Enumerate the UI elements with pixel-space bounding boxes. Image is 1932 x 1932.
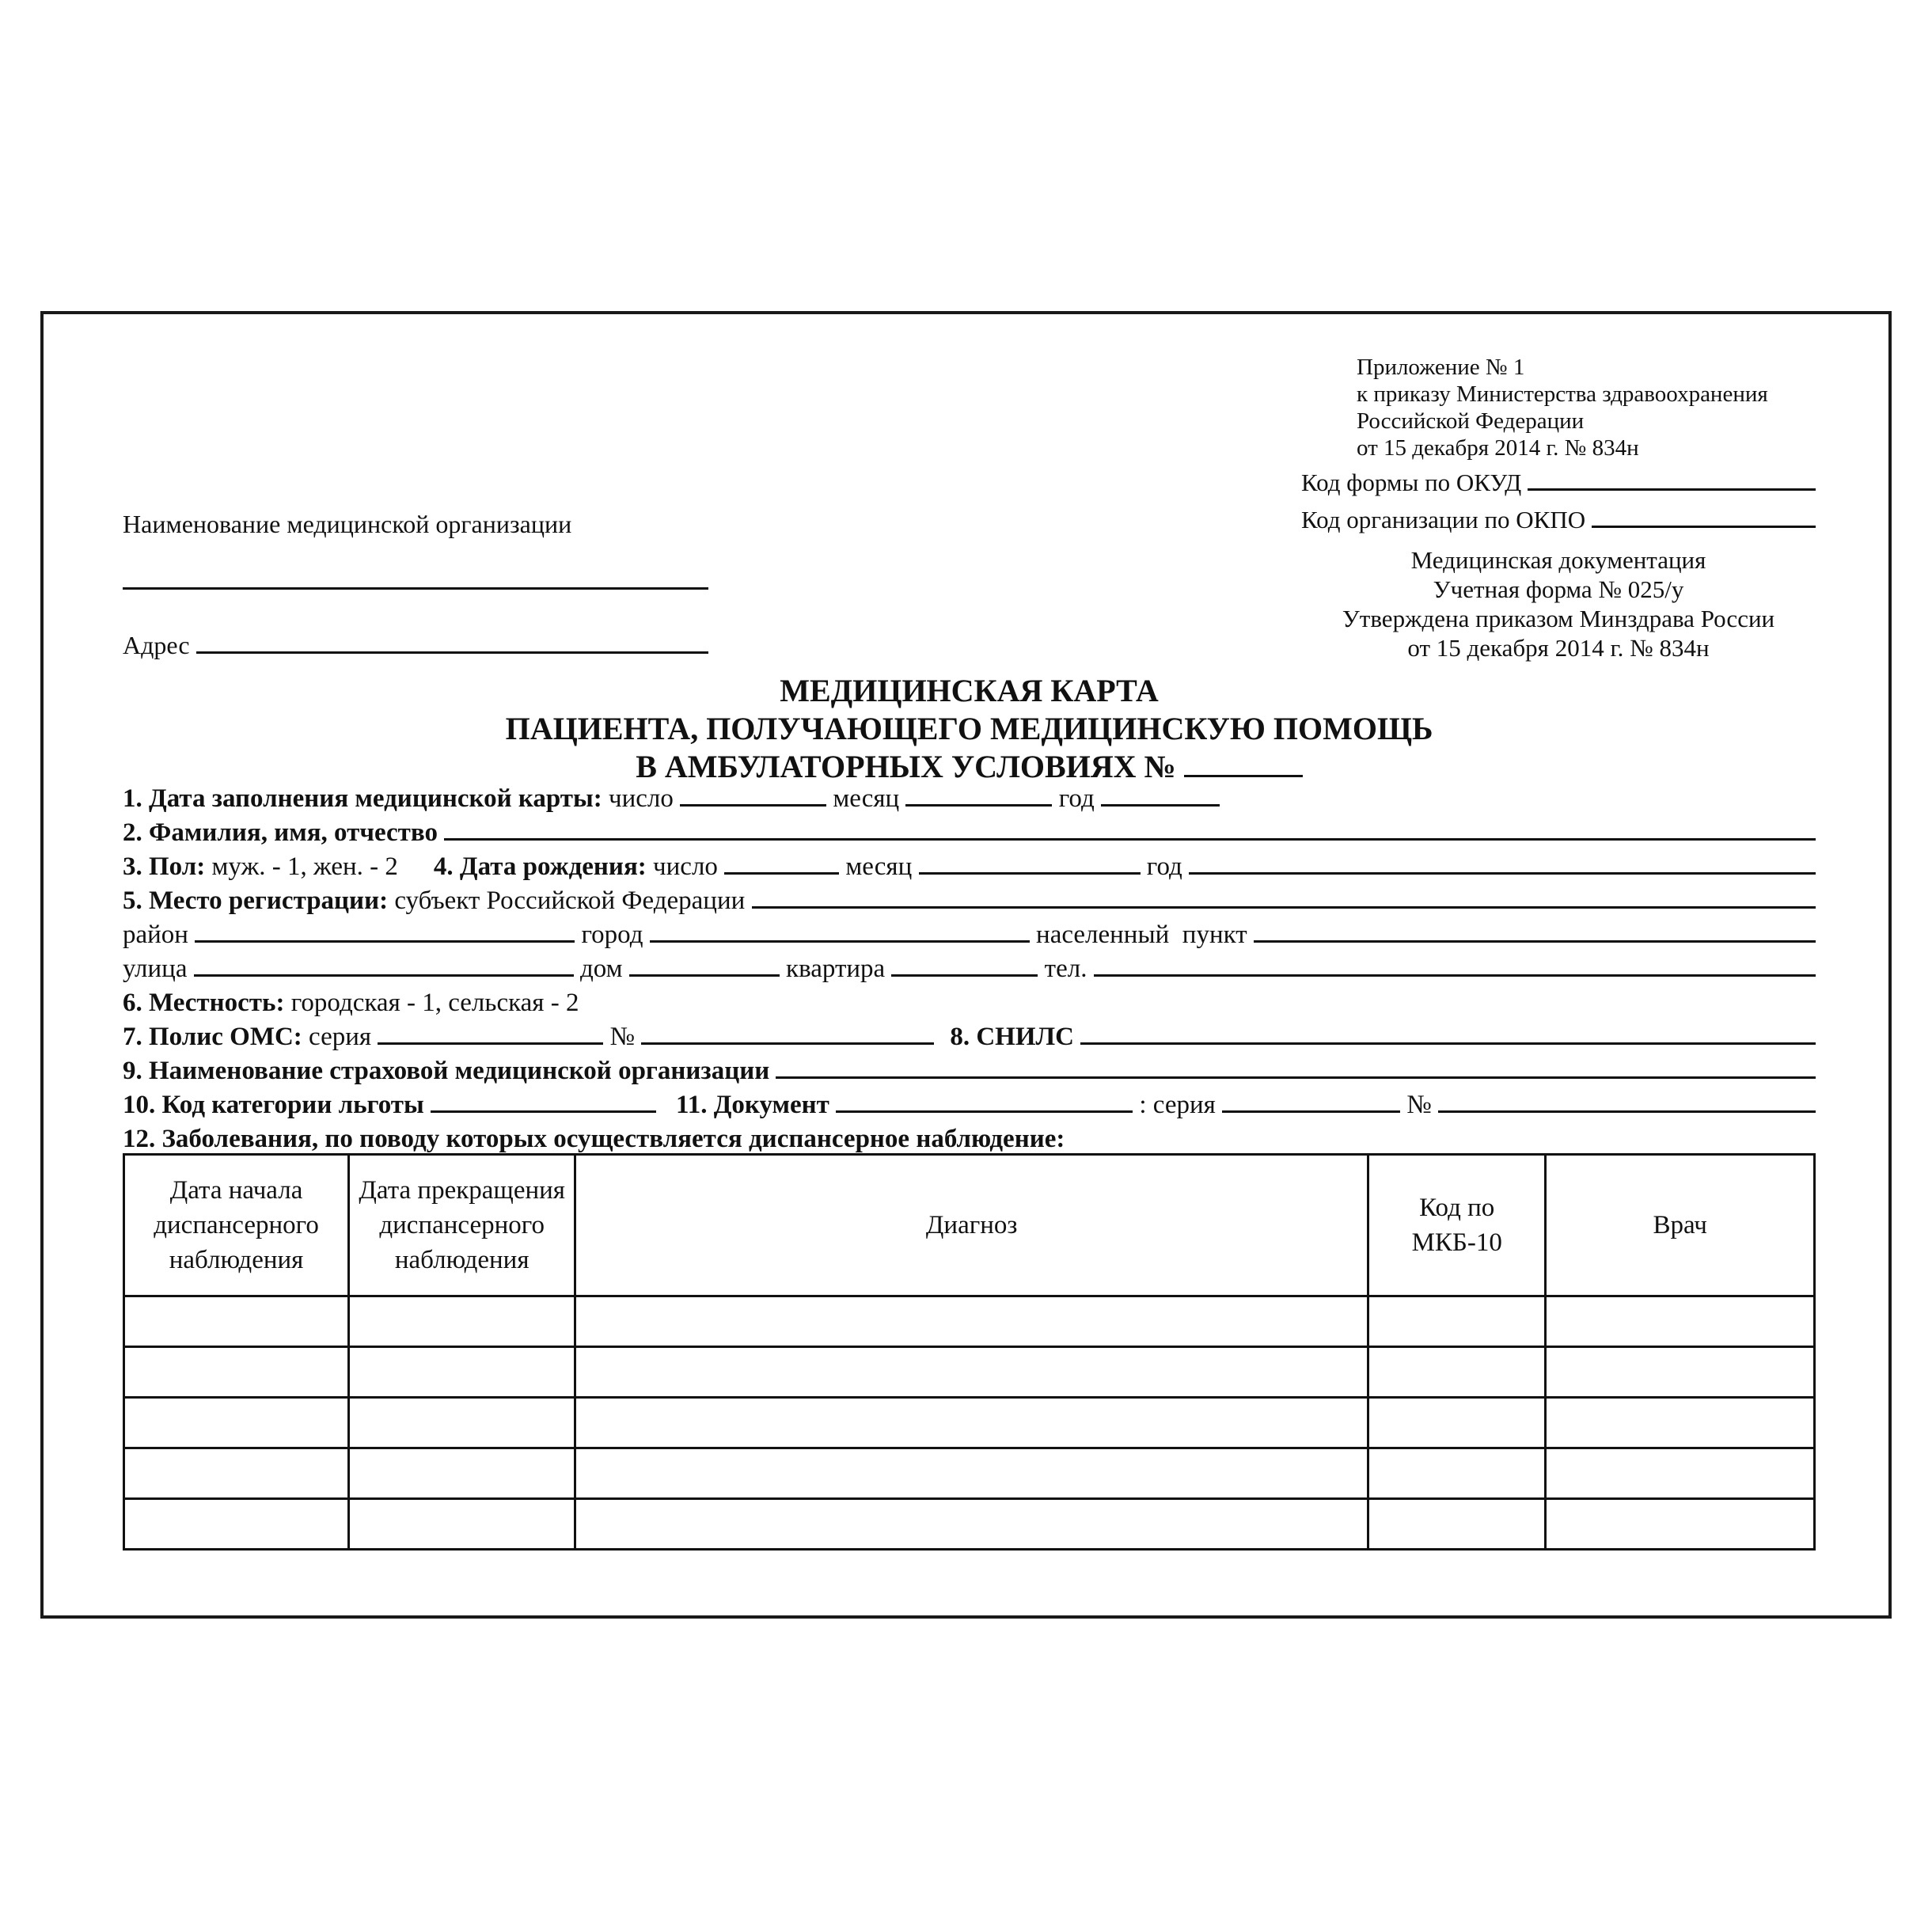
field-line (123, 818, 1816, 852)
field-label: 4. Дата рождения: (433, 852, 647, 881)
title-line: ПАЦИЕНТА, ПОЛУЧАЮЩЕГО МЕДИЦИНСКУЮ ПОМОЩЬ (505, 711, 1433, 746)
table-row (124, 1448, 1815, 1499)
blank-line (1254, 937, 1816, 943)
field-text: серия (302, 1023, 378, 1051)
field-text: район (123, 920, 195, 949)
blank-line (752, 903, 1816, 909)
form-title (123, 672, 1816, 786)
blank-line (1189, 869, 1816, 875)
field-label: 5. Место регистрации: (123, 886, 389, 915)
table-header-cell: Дата начала диспансерного наблюдения (124, 1155, 349, 1296)
field-label: 11. Документ (676, 1091, 837, 1119)
med-doc-line: Утверждена приказом Минздрава России (1342, 605, 1775, 632)
org-block (123, 510, 708, 660)
org-address-line (123, 631, 708, 660)
okpo-blank-line (1592, 522, 1816, 528)
appendix-block (1301, 354, 1816, 461)
appendix-line: к приказу Министерства здравоохранения (1357, 381, 1768, 407)
field-text: дом (573, 955, 629, 983)
field-label: 8. СНИЛС (950, 1023, 1074, 1051)
field-text: число (602, 784, 681, 813)
field-text: месяц (826, 784, 906, 813)
blank-line (680, 801, 826, 807)
table-cell (349, 1347, 575, 1398)
okud-line (1301, 466, 1816, 499)
field-line (123, 920, 1816, 955)
field-text: субъект Российской Федерации (388, 886, 752, 915)
table-header-cell: Врач (1546, 1155, 1815, 1296)
blank-line (1222, 1107, 1400, 1113)
blank-line (1438, 1107, 1816, 1113)
field-line (123, 886, 1816, 920)
field-label: 7. Полис ОМС: (123, 1023, 302, 1051)
blank-line (1080, 1039, 1816, 1045)
form-sheet (40, 311, 1892, 1619)
table-cell (575, 1398, 1368, 1448)
table-cell (1546, 1398, 1815, 1448)
field-text: год (1052, 784, 1102, 813)
field-text: № (1400, 1091, 1439, 1119)
org-name-blank-line (123, 538, 708, 590)
field-line (123, 1023, 1816, 1057)
field-label: 9. Наименование страховой медицинской организации (123, 1057, 776, 1085)
field-text: улица (123, 955, 194, 983)
okud-blank-line (1528, 485, 1816, 491)
med-doc-line: от 15 декабря 2014 г. № 834н (1407, 634, 1710, 662)
blank-line (1094, 971, 1816, 977)
fields-block (123, 784, 1816, 1159)
blank-line (641, 1039, 934, 1045)
blank-line (195, 937, 575, 943)
title-line3-label: В АМБУЛАТОРНЫХ УСЛОВИЯХ № (636, 749, 1184, 784)
table-cell (575, 1347, 1368, 1398)
table-row (124, 1398, 1815, 1448)
table-cell (124, 1347, 349, 1398)
table-cell (1546, 1499, 1815, 1550)
table-cell (349, 1398, 575, 1448)
field-text: год (1140, 852, 1190, 881)
field-text: месяц (839, 852, 919, 881)
field-line (123, 1057, 1816, 1091)
table-cell (1546, 1347, 1815, 1398)
table-cell (575, 1296, 1368, 1347)
table-cell (349, 1499, 575, 1550)
card-number-blank-line (1184, 772, 1303, 777)
appendix-line: от 15 декабря 2014 г. № 834н (1357, 435, 1639, 461)
field-text: число (646, 852, 725, 881)
field-line (123, 852, 1816, 886)
field-text: город (575, 920, 650, 949)
table-header-cell: Код по МКБ-10 (1368, 1155, 1546, 1296)
blank-line (431, 1107, 656, 1113)
table-cell (1368, 1347, 1546, 1398)
blank-line (724, 869, 839, 875)
blank-line (891, 971, 1038, 977)
okpo-line (1301, 503, 1816, 536)
table-cell (1368, 1499, 1546, 1550)
table-cell (124, 1499, 349, 1550)
okpo-label: Код организации по ОКПО (1301, 506, 1592, 533)
field-text: городская - 1, сельская - 2 (284, 989, 579, 1017)
blank-line (1101, 801, 1220, 807)
appendix-line: Приложение № 1 (1357, 355, 1525, 380)
field-label: 2. Фамилия, имя, отчество (123, 818, 445, 847)
table-header-row (124, 1155, 1815, 1296)
appendix-line: Российской Федерации (1357, 408, 1585, 434)
table-cell (575, 1499, 1368, 1550)
blank-line (444, 835, 1816, 841)
field-label: 12. Заболевания, по поводу которых осуществляется диспансерное наблюдение: (123, 1125, 1065, 1153)
blank-line (905, 801, 1052, 807)
field-label: 3. Пол: (123, 852, 206, 881)
dispensary-table (123, 1153, 1816, 1551)
blank-line (650, 937, 1030, 943)
table-row (124, 1347, 1815, 1398)
org-name-label: Наименование медицинской организации (123, 510, 572, 538)
form-header-right (1301, 354, 1816, 662)
field-label: 1. Дата заполнения медицинской карты: (123, 784, 602, 813)
field-label: 6. Местность: (123, 989, 285, 1017)
field-text: муж. - 1, жен. - 2 (205, 852, 398, 881)
table-cell (1546, 1296, 1815, 1347)
blank-line (194, 971, 574, 977)
table-cell (124, 1398, 349, 1448)
med-doc-line: Учетная форма № 025/у (1433, 575, 1684, 603)
table-cell (124, 1448, 349, 1499)
field-text: квартира (779, 955, 892, 983)
table-cell (1368, 1296, 1546, 1347)
field-line (123, 784, 1816, 818)
org-address-blank-line (196, 648, 708, 654)
table-cell (124, 1296, 349, 1347)
table-cell (1368, 1448, 1546, 1499)
table-cell (1546, 1448, 1815, 1499)
med-doc-line: Медицинская документация (1410, 546, 1706, 574)
field-line (123, 955, 1816, 989)
field-line (123, 989, 1816, 1023)
field-text: населенный пункт (1029, 920, 1254, 949)
field-text (1074, 1023, 1080, 1052)
okud-label: Код формы по ОКУД (1301, 469, 1528, 496)
blank-line (629, 971, 780, 977)
title-line: МЕДИЦИНСКАЯ КАРТА (780, 673, 1159, 708)
org-address-label: Адрес (123, 631, 196, 659)
table-cell (1368, 1398, 1546, 1448)
field-text: № (603, 1023, 642, 1051)
table-cell (349, 1296, 575, 1347)
table-cell (349, 1448, 575, 1499)
field-text: : серия (1133, 1091, 1223, 1119)
table-header-cell: Дата прекращения диспансерного наблюдения (349, 1155, 575, 1296)
med-doc-block (1301, 545, 1816, 662)
field-label: 10. Код категории льготы (123, 1091, 431, 1119)
field-text: тел. (1038, 955, 1094, 983)
table-cell (575, 1448, 1368, 1499)
blank-line (836, 1107, 1133, 1113)
table-row (124, 1296, 1815, 1347)
field-line (123, 1091, 1816, 1125)
blank-line (919, 869, 1141, 875)
table-header-cell: Диагноз (575, 1155, 1368, 1296)
blank-line (378, 1039, 603, 1045)
title-line (123, 748, 1816, 786)
blank-line (776, 1073, 1816, 1079)
table-row (124, 1499, 1815, 1550)
